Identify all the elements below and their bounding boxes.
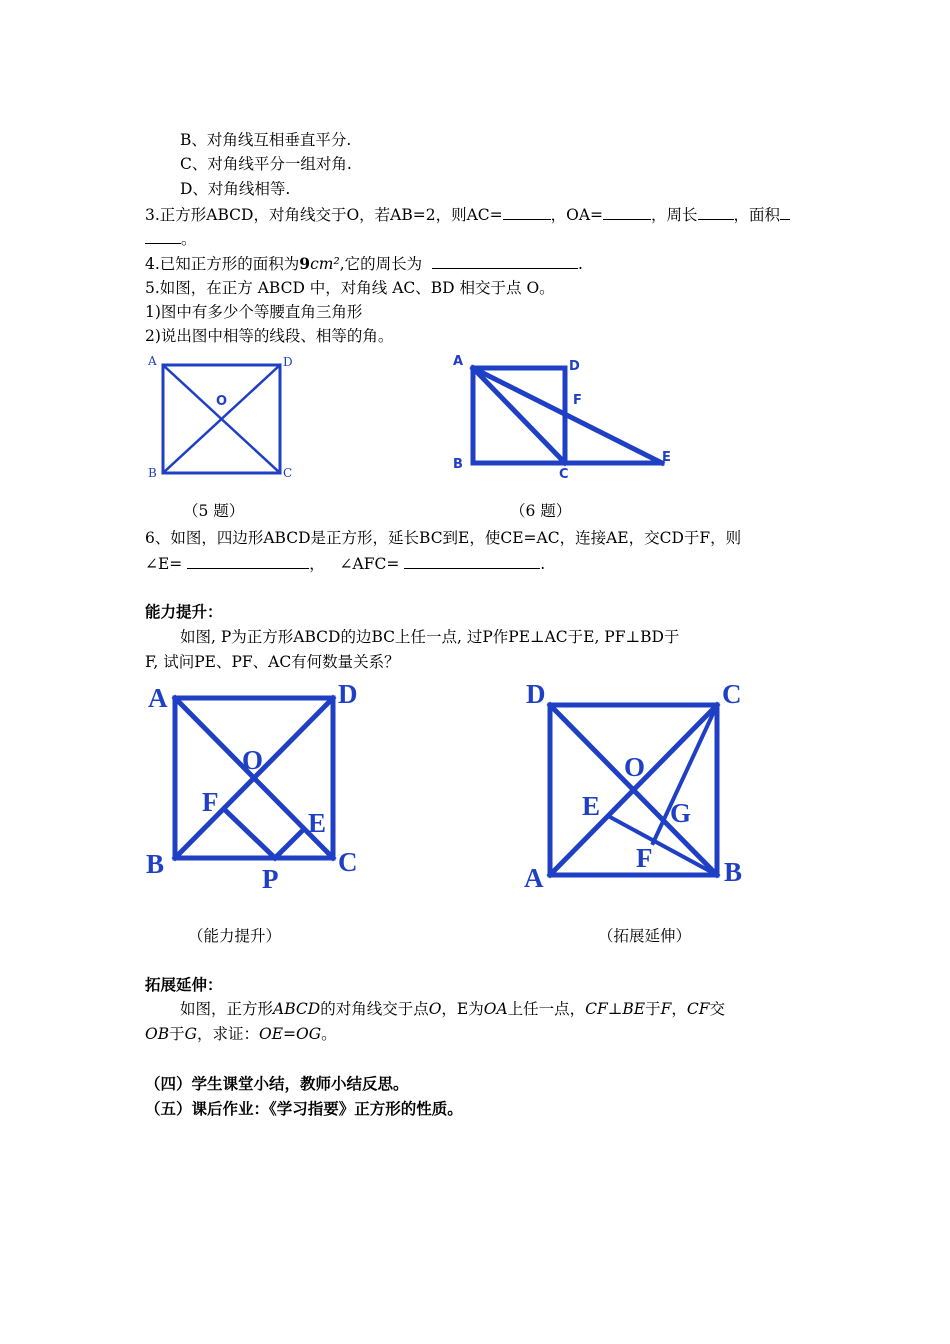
option-c: C、对角线平分一组对角. [180,155,352,173]
fig6-label-d: D [569,359,580,374]
fig5-label-a: A [148,354,157,368]
ability-label-d: D [338,679,358,709]
fig5-label-o: O [216,394,228,409]
q6-angle-afc: ∠AFC= [339,555,400,573]
q4-blank [432,253,578,269]
fig6-label-a: A [453,354,464,369]
ext-t11: ， [671,1000,687,1018]
ext-l2a: OB [145,1025,170,1043]
q3-text-c: ，周长 [651,206,698,224]
fig6-label-e: E [662,450,671,465]
ext-t4: O [428,1000,442,1018]
ext-l2f: 。 [321,1025,337,1043]
q3-text-a: 3.正方形ABCD，对角线交于O，若AB=2，则AC= [145,206,503,224]
figure-6-caption: （6 题） [510,502,572,520]
ext-t3: 的对角线交于点 [320,1000,429,1018]
q4-text-c: . [577,255,583,273]
ability-figure [140,675,375,900]
ability-label-o: O [242,745,264,775]
ext-l2c: G [184,1025,198,1043]
extension-label-o: O [624,752,646,782]
q3-text-d: ，面积 [733,206,781,224]
q6-angle-e: ∠E= [145,555,183,573]
ext-t6: OA [483,1000,508,1018]
ability-label-p: P [262,864,279,894]
fig6-label-c: C [559,467,569,482]
fig5-label-d: D [283,355,293,369]
ext-t9: 于 [645,1000,661,1018]
q6-sep: ， [309,555,325,573]
q4-unit: cm² [310,255,340,273]
figure-6 [448,348,680,483]
ext-t12: CF [686,1000,710,1018]
question-6-line2 [145,553,545,574]
section-5: （五）课后作业：《学习指要》正方形的性质。 [145,1100,463,1118]
extension-figure-shapes [550,705,717,875]
ability-label-f: F [202,787,219,817]
fig5-label-b: B [148,466,157,480]
ability-label-e: E [308,808,327,838]
fig6-label-b: B [453,457,463,472]
q3-blank-area-start [780,204,790,220]
question-3 [145,204,790,225]
ability-text-line2: F, 试问PE、PF、AC有何数量关系？ [145,653,400,671]
ext-t5: ，E为 [441,1000,484,1018]
extension-label-f: F [636,843,653,873]
ext-t10: F [660,1000,672,1018]
ability-heading: 能力提升： [145,603,223,621]
question-3-cont [145,228,197,249]
q3-blank-ac [503,204,551,220]
ext-t2: ABCD [273,1000,321,1018]
ext-l2b: 于 [169,1025,185,1043]
extension-text-line2 [145,1024,337,1044]
extension-label-a: A [524,863,544,893]
ext-l2e: OE=OG [259,1025,322,1043]
fig6-label-f: F [573,393,582,408]
ext-t13: 交 [709,1000,726,1018]
ability-caption: （能力提升） [188,927,282,945]
figure-5-square [163,365,280,473]
fig5-label-c: C [283,466,293,480]
ability-label-a: A [148,683,168,713]
ability-label-c: C [338,847,358,877]
q6-end: . [540,555,546,573]
q4-num: 9 [299,254,311,273]
question-5-sub1: 1)图中有多少个等腰直角三角形 [145,303,363,321]
ext-t8: CF⊥BE [585,1000,646,1018]
ability-label-b: B [146,849,165,879]
option-b: B、对角线互相垂直平分. [180,131,352,149]
extension-label-b: B [724,857,743,887]
ext-l2d: ，求证： [197,1025,260,1043]
ext-t1: 如图，正方形 [180,1000,274,1018]
section-4: （四）学生课堂小结，教师小结反思。 [145,1075,409,1093]
question-6-line1: 6、如图，四边形ABCD是正方形，延长BC到E，使CE=AC，连接AE，交CD于F，则 [145,529,742,547]
extension-label-e: E [582,791,601,821]
q3-blank-oa [603,204,651,220]
extension-heading: 拓展延伸： [145,976,223,994]
question-5-sub2: 2)说出图中相等的线段、相等的角。 [145,327,394,345]
q4-text-b: ,它的周长为 [339,255,423,273]
figure-5-caption: （5 题） [183,502,245,520]
ext-t7: 上任一点， [507,1000,586,1018]
extension-label-d: D [526,679,546,709]
extension-caption: （拓展延伸） [598,927,692,945]
q4-text-a: 4.已知正方形的面积为 [145,255,300,273]
figure-6-shapes [473,368,662,463]
ability-text-line1: 如图, P为正方形ABCD的边BC上任一点, 过P作PE⊥AC于E, PF⊥BD于 [180,628,680,646]
q3-blank-area [145,228,181,244]
extension-text-line1 [180,999,725,1019]
q3-text-e: 。 [181,230,197,248]
figure-5 [140,350,310,485]
question-4 [145,253,583,274]
extension-label-g: G [670,798,692,828]
extension-label-c: C [722,679,742,709]
q3-text-b: ，OA= [550,206,604,224]
q6-blank-afc [404,553,540,569]
q3-blank-perimeter [698,204,734,220]
question-5-stem: 5.如图，在正方 ABCD 中，对角线 AC、BD 相交于点 O。 [145,279,555,297]
option-d: D、对角线相等. [180,180,291,198]
q6-blank-e [187,553,309,569]
extension-figure [520,675,760,900]
